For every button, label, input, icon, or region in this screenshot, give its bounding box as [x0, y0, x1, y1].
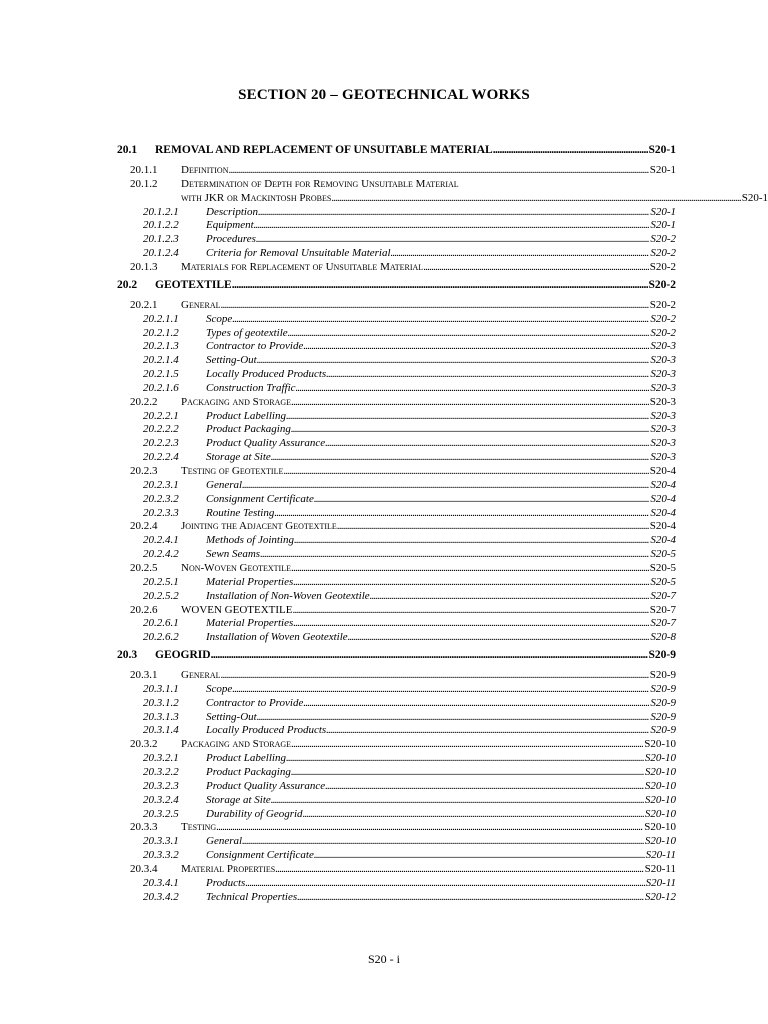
toc-entry-number: 20.2.2.2	[143, 423, 179, 436]
toc-entry-number: 20.3.1.1	[143, 682, 179, 695]
toc-entry-page: S20-11	[645, 876, 676, 889]
toc-entry-page: S20-10	[644, 807, 676, 820]
toc-entry-number: 20.2.3	[130, 465, 158, 477]
toc-entry-number: 20.3.1.3	[143, 710, 179, 723]
toc-entry-label: Setting-Out	[206, 710, 257, 723]
toc-entry-number: 20.2.1.4	[143, 354, 179, 367]
toc-entry-page: S20-7	[649, 603, 676, 616]
toc-entry-number: 20.2	[117, 278, 138, 291]
toc-entry-number: 20.2.6.1	[143, 617, 179, 630]
toc-entry-label: with JKR or Mackintosh Probes	[181, 191, 332, 204]
toc-entry-label: General	[206, 835, 243, 848]
toc-entry[interactable]	[0, 575, 768, 589]
toc-dot-leader	[271, 793, 644, 807]
toc-entry[interactable]	[0, 834, 768, 848]
toc-entry[interactable]	[0, 589, 768, 603]
toc-entry[interactable]	[0, 506, 768, 520]
toc-entry-page: S20-2	[650, 247, 676, 260]
toc-entry-number: 20.2.2.1	[143, 409, 179, 422]
toc-entry-number: 20.3.4.1	[143, 876, 179, 889]
toc-entry-label: Material Properties	[206, 617, 294, 630]
toc-entry-label: Consignment Certificate	[206, 492, 314, 505]
toc-entry[interactable]	[0, 533, 768, 547]
toc-dot-leader	[283, 464, 648, 478]
toc-dot-leader	[303, 807, 644, 821]
toc-entry-label: Criteria for Removal Unsuitable Material	[206, 247, 391, 260]
toc-entry-page: S20-10	[644, 766, 676, 778]
toc-entry[interactable]	[0, 367, 768, 381]
toc-entry[interactable]	[0, 436, 768, 450]
toc-entry[interactable]	[0, 820, 768, 834]
toc-entry-page: S20-1	[741, 191, 768, 204]
toc-dot-leader	[275, 862, 643, 876]
toc-entry-label: Product Quality Assurance	[206, 779, 326, 792]
toc-dot-leader	[293, 616, 649, 630]
toc-entry-page: S20-3	[649, 395, 676, 408]
toc-entry-label: Packaging and Storage	[181, 395, 292, 408]
toc-dot-leader	[257, 710, 650, 724]
toc-entry-page: S20-4	[649, 520, 676, 533]
toc-entry-label: Products	[206, 876, 246, 889]
toc-entry-page: S20-1	[648, 144, 676, 156]
toc-entry-number: 20.1.2.1	[143, 205, 179, 218]
toc-entry-label: Product Quality Assurance	[206, 437, 326, 450]
toc-entry-number: 20.1.2.4	[143, 247, 179, 260]
toc-entry[interactable]	[0, 409, 768, 423]
toc-dot-leader	[291, 765, 644, 779]
toc-entry[interactable]	[0, 218, 768, 232]
toc-entry-number: 20.2.5.2	[143, 589, 179, 602]
toc-dot-leader	[297, 890, 644, 904]
toc-entry-label: Contractor to Provide	[206, 340, 304, 353]
toc-entry-page: S20-9	[650, 682, 676, 695]
toc-dot-leader	[291, 737, 643, 751]
toc-entry-label: Storage at Site	[206, 451, 271, 464]
toc-entry-number: 20.3.2.5	[143, 807, 179, 820]
toc-dot-leader	[286, 409, 649, 423]
toc-entry-number: 20.2.1.2	[143, 326, 179, 339]
toc-entry-label: Testing of Geotextile	[181, 465, 284, 477]
toc-entry-page: S20-1	[650, 205, 676, 218]
toc-entry-number: 20.1.2.3	[143, 233, 179, 246]
toc-entry-number: 20.2.1	[130, 298, 158, 311]
toc-entry-label: Equipment	[206, 219, 254, 232]
toc-entry[interactable]	[0, 478, 768, 492]
toc-entry[interactable]	[0, 339, 768, 353]
toc-entry[interactable]	[0, 519, 768, 533]
toc-entry-number: 20.3.4.2	[143, 890, 179, 903]
toc-entry[interactable]	[0, 205, 768, 219]
toc-entry-label: General	[181, 298, 221, 311]
toc-entry[interactable]	[0, 326, 768, 340]
toc-entry-number: 20.1.1	[130, 164, 158, 176]
toc-dot-leader	[232, 312, 649, 326]
toc-entry-number: 20.1.2	[130, 177, 158, 190]
toc-entry[interactable]	[0, 723, 768, 737]
toc-entry[interactable]	[0, 298, 768, 312]
toc-dot-leader	[493, 143, 648, 157]
toc-entry-page: S20-7	[650, 589, 676, 602]
toc-entry-label: Installation of Woven Geotextile	[206, 631, 348, 644]
toc-entry-label: Storage at Site	[206, 793, 271, 806]
toc-entry-page: S20-2	[650, 233, 676, 246]
toc-entry-number: 20.3.4	[130, 862, 158, 875]
toc-dot-leader	[258, 205, 649, 219]
toc-entry-number: 20.1	[117, 144, 138, 156]
toc-entry-label: Product Labelling	[206, 752, 286, 765]
toc-entry-number: 20.2.1.6	[143, 381, 179, 394]
toc-entry-page: S20-3	[650, 451, 676, 464]
toc-entry-number: 20.2.4.2	[143, 548, 179, 561]
toc-entry-page: S20-4	[650, 492, 676, 505]
toc-entry-number: 20.2.3.2	[143, 492, 179, 505]
toc-dot-leader	[286, 751, 644, 765]
toc-dot-leader	[303, 696, 649, 710]
toc-entry-number: 20.2.2.4	[143, 451, 179, 464]
toc-entry-number: 20.2.1.5	[143, 368, 179, 381]
toc-dot-leader	[293, 603, 649, 617]
toc-dot-leader	[326, 723, 649, 737]
toc-entry-page: S20-5	[650, 575, 676, 588]
toc-entry-number: 20.2.1.1	[143, 312, 179, 325]
toc-entry-page: S20-2	[650, 326, 676, 339]
toc-entry[interactable]	[0, 312, 768, 326]
toc-entry[interactable]	[0, 260, 768, 274]
toc-entry[interactable]	[0, 807, 768, 821]
toc-entry-page: S20-11	[644, 862, 676, 875]
toc-entry[interactable]	[0, 848, 768, 862]
toc-dot-leader	[296, 381, 650, 395]
toc-dot-leader	[271, 450, 650, 464]
toc-entry-page: S20-9	[650, 710, 676, 723]
toc-entry-label: REMOVAL AND REPLACEMENT OF UNSUITABLE MATERIAL	[155, 144, 493, 156]
toc-entry[interactable]	[0, 232, 768, 246]
toc-dot-leader	[211, 648, 648, 662]
toc-entry-page: S20-9	[650, 724, 676, 737]
toc-entry-number: 20.2.4.1	[143, 534, 179, 547]
toc-entry-label: Technical Properties	[206, 890, 298, 903]
toc-entry-page: S20-4	[649, 465, 676, 477]
toc-entry-page: S20-2	[648, 278, 676, 291]
toc-entry-page: S20-10	[644, 793, 676, 806]
toc-entry-number: 20.2.6.2	[143, 631, 179, 644]
toc-entry-number: 20.2.6	[130, 603, 158, 616]
toc-entry[interactable]	[0, 710, 768, 724]
toc-entry-label: Durability of Geogrid	[206, 807, 303, 820]
toc-entry-label: Material Properties	[206, 575, 294, 588]
toc-entry-number: 20.1.2.2	[143, 219, 179, 232]
page-footer: S20 - i	[367, 952, 400, 966]
toc-entry-number: 20.3.2	[130, 738, 158, 751]
toc-entry-page: S20-11	[645, 849, 676, 862]
toc-entry-label: Materials for Replacement of Unsuitable Material	[181, 260, 424, 273]
toc-entry-page: S20-12	[644, 890, 676, 903]
toc-entry[interactable]	[0, 603, 768, 617]
toc-dot-leader	[257, 353, 650, 367]
toc-entry-page: S20-9	[648, 649, 676, 662]
toc-entry[interactable]	[0, 793, 768, 807]
toc-entry-label: Scope	[206, 312, 233, 325]
toc-dot-leader	[325, 779, 644, 793]
toc-entry[interactable]	[0, 163, 768, 177]
toc-entry[interactable]	[0, 381, 768, 395]
toc-entry[interactable]	[0, 862, 768, 876]
toc-entry-page: S20-4	[650, 478, 676, 491]
toc-entry-label: Determination of Depth for Removing Unsuitable Material	[181, 177, 459, 190]
toc-entry-number: 20.2.2.3	[143, 437, 179, 450]
page-title: SECTION 20 – GEOTECHNICAL WORKS	[238, 87, 530, 103]
toc-dot-leader	[242, 478, 649, 492]
toc-entry-page: S20-10	[644, 738, 676, 751]
toc-entry-number: 20.3.1.4	[143, 724, 179, 737]
toc-dot-leader	[232, 682, 649, 696]
toc-entry-number: 20.2.3.1	[143, 478, 179, 491]
toc-entry-label: WOVEN GEOTEXTILE	[181, 603, 293, 616]
toc-entry-number: 20.2.4	[130, 520, 158, 533]
toc-entry-number: 20.2.1.3	[143, 340, 179, 353]
toc-dot-leader	[216, 820, 643, 834]
toc-dot-leader	[242, 834, 644, 848]
toc-entry-page: S20-3	[650, 340, 676, 353]
toc-entry-page: S20-2	[650, 312, 676, 325]
toc-dot-leader	[232, 278, 648, 292]
toc-entry[interactable]	[0, 668, 768, 682]
toc-entry-label: Locally Produced Products	[206, 368, 327, 381]
toc-entry[interactable]	[0, 765, 768, 779]
toc-entry[interactable]	[0, 779, 768, 793]
toc-entry-page: S20-9	[650, 696, 676, 709]
toc-entry[interactable]	[0, 191, 768, 205]
toc-entry[interactable]	[0, 547, 768, 561]
toc-entry-number: 20.3.2.2	[143, 766, 179, 778]
toc-dot-leader	[260, 547, 649, 561]
toc-entry-label: General	[181, 669, 221, 682]
toc-dot-leader	[337, 519, 649, 533]
toc-entry[interactable]	[0, 737, 768, 751]
toc-entry-page: S20-1	[649, 164, 676, 176]
toc-entry-number: 20.2.5.1	[143, 575, 179, 588]
toc-entry-page: S20-10	[644, 835, 676, 848]
toc-dot-leader	[293, 575, 649, 589]
toc-entry[interactable]	[0, 751, 768, 765]
toc-entry-page: S20-10	[644, 752, 676, 765]
toc-dot-leader	[274, 506, 649, 520]
toc-entry-page: S20-3	[650, 368, 676, 381]
toc-entry-label: Sewn Seams	[206, 548, 261, 561]
toc-entry-page: S20-3	[650, 354, 676, 367]
toc-entry-label: Contractor to Provide	[206, 696, 304, 709]
toc-entry[interactable]	[0, 422, 768, 436]
toc-entry-page: S20-3	[650, 381, 676, 394]
toc-dot-leader	[325, 436, 649, 450]
toc-entry[interactable]	[0, 492, 768, 506]
toc-entry-number: 20.2.3.3	[143, 506, 179, 519]
toc-entry-page: S20-3	[650, 423, 676, 436]
toc-dot-leader	[229, 163, 649, 177]
toc-dot-leader	[294, 533, 649, 547]
toc-entry[interactable]	[0, 890, 768, 904]
toc-entry-page: S20-4	[650, 506, 676, 519]
toc-entry-page: S20-3	[650, 437, 676, 450]
toc-entry[interactable]	[0, 450, 768, 464]
toc-dot-leader	[256, 232, 649, 246]
toc-dot-leader	[314, 492, 649, 506]
toc-entry-page: S20-2	[649, 298, 676, 311]
toc-entry-label: Setting-Out	[206, 354, 257, 367]
toc-dot-leader	[245, 876, 644, 890]
toc-entry-number: 20.2.2	[130, 395, 158, 408]
toc-entry[interactable]	[0, 395, 768, 409]
toc-dot-leader	[423, 260, 649, 274]
toc-entry-label: Scope	[206, 682, 233, 695]
toc-entry-page: S20-9	[649, 669, 676, 682]
toc-dot-leader	[326, 367, 649, 381]
toc-dot-leader	[391, 246, 650, 260]
toc-entry[interactable]	[0, 464, 768, 478]
toc-entry-label: Installation of Non-Woven Geotextile	[206, 589, 370, 602]
toc-entry[interactable]	[0, 682, 768, 696]
toc-entry-label: Types of geotextile	[206, 326, 288, 339]
toc-dot-leader	[254, 218, 650, 232]
toc-entry-page: S20-7	[650, 617, 676, 630]
toc-entry-page: S20-3	[650, 409, 676, 422]
toc-entry[interactable]	[0, 246, 768, 260]
toc-entry-label: Routine Testing	[206, 506, 275, 519]
toc-entry-page: S20-1	[650, 219, 676, 232]
toc-entry-number: 20.3.3.1	[143, 835, 179, 848]
toc-entry-number: 20.3.3	[130, 821, 158, 834]
toc-entry-label: Consignment Certificate	[206, 849, 314, 862]
toc-entry[interactable]	[0, 143, 768, 157]
toc-entry-page: S20-2	[649, 260, 676, 273]
toc-entry-number: 20.1.3	[130, 260, 158, 273]
toc-entry-label: Jointing the Adjacent Geotextile	[181, 520, 337, 533]
toc-entry-label: Packaging and Storage	[181, 738, 292, 751]
toc-dot-leader	[314, 848, 645, 862]
toc-entry-label: Construction Traffic	[206, 381, 296, 394]
toc-dot-leader	[370, 589, 650, 603]
toc-entry[interactable]	[0, 630, 768, 644]
toc-entry-label: Testing	[181, 821, 217, 834]
toc-entry-label: Definition	[181, 164, 229, 176]
toc-entry-page: S20-10	[644, 821, 676, 834]
toc-entry-number: 20.3.2.1	[143, 752, 179, 765]
toc-dot-leader	[221, 298, 649, 312]
toc-entry[interactable]	[0, 648, 768, 662]
toc-dot-leader	[303, 339, 649, 353]
toc-entry-label: Procedures	[206, 233, 256, 246]
toc-entry[interactable]	[0, 876, 768, 890]
toc-entry-label: GEOGRID	[155, 649, 211, 662]
toc-dot-leader	[291, 561, 649, 575]
toc-entry-label: Non-Woven Geotextile	[181, 561, 291, 574]
toc-entry[interactable]	[0, 696, 768, 710]
toc-entry-label: General	[206, 478, 243, 491]
toc-entry-label: Product Labelling	[206, 409, 286, 422]
toc-entry-page: S20-8	[650, 631, 676, 644]
toc-entry-number: 20.3.1	[130, 669, 158, 682]
toc-entry-label: GEOTEXTILE	[155, 278, 232, 291]
toc-entry-number: 20.3.3.2	[143, 849, 179, 862]
toc-entry[interactable]	[0, 561, 768, 575]
toc-entry-number: 20.3.2.3	[143, 779, 179, 792]
toc-entry-label: Product Packaging	[206, 766, 291, 778]
toc-dot-leader	[221, 668, 649, 682]
toc-dot-leader	[291, 422, 650, 436]
toc-entry[interactable]	[0, 353, 768, 367]
toc-dot-leader	[331, 191, 740, 205]
toc-dot-leader	[291, 395, 649, 409]
toc-entry-number: 20.3	[117, 649, 138, 662]
toc-entry-number: 20.2.5	[130, 561, 158, 574]
toc-entry-label: Methods of Jointing	[206, 534, 294, 547]
toc-entry-label: Product Packaging	[206, 423, 291, 436]
toc-dot-leader	[348, 630, 650, 644]
toc-entry-number: 20.3.1.2	[143, 696, 179, 709]
toc-entry-label: Description	[206, 205, 258, 218]
toc-entry-label: Locally Produced Products	[206, 724, 327, 737]
toc-entry-number: 20.3.2.4	[143, 793, 179, 806]
toc-entry-page: S20-10	[644, 779, 676, 792]
toc-entry-label: Material Properties	[181, 862, 276, 875]
toc-entry[interactable]	[0, 177, 768, 191]
toc-entry-page: S20-5	[649, 561, 676, 574]
toc-entry[interactable]	[0, 616, 768, 630]
toc-dot-leader	[288, 326, 650, 340]
toc-entry-page: S20-5	[650, 548, 676, 561]
toc-entry[interactable]	[0, 278, 768, 292]
toc-entry-page: S20-4	[650, 534, 676, 547]
